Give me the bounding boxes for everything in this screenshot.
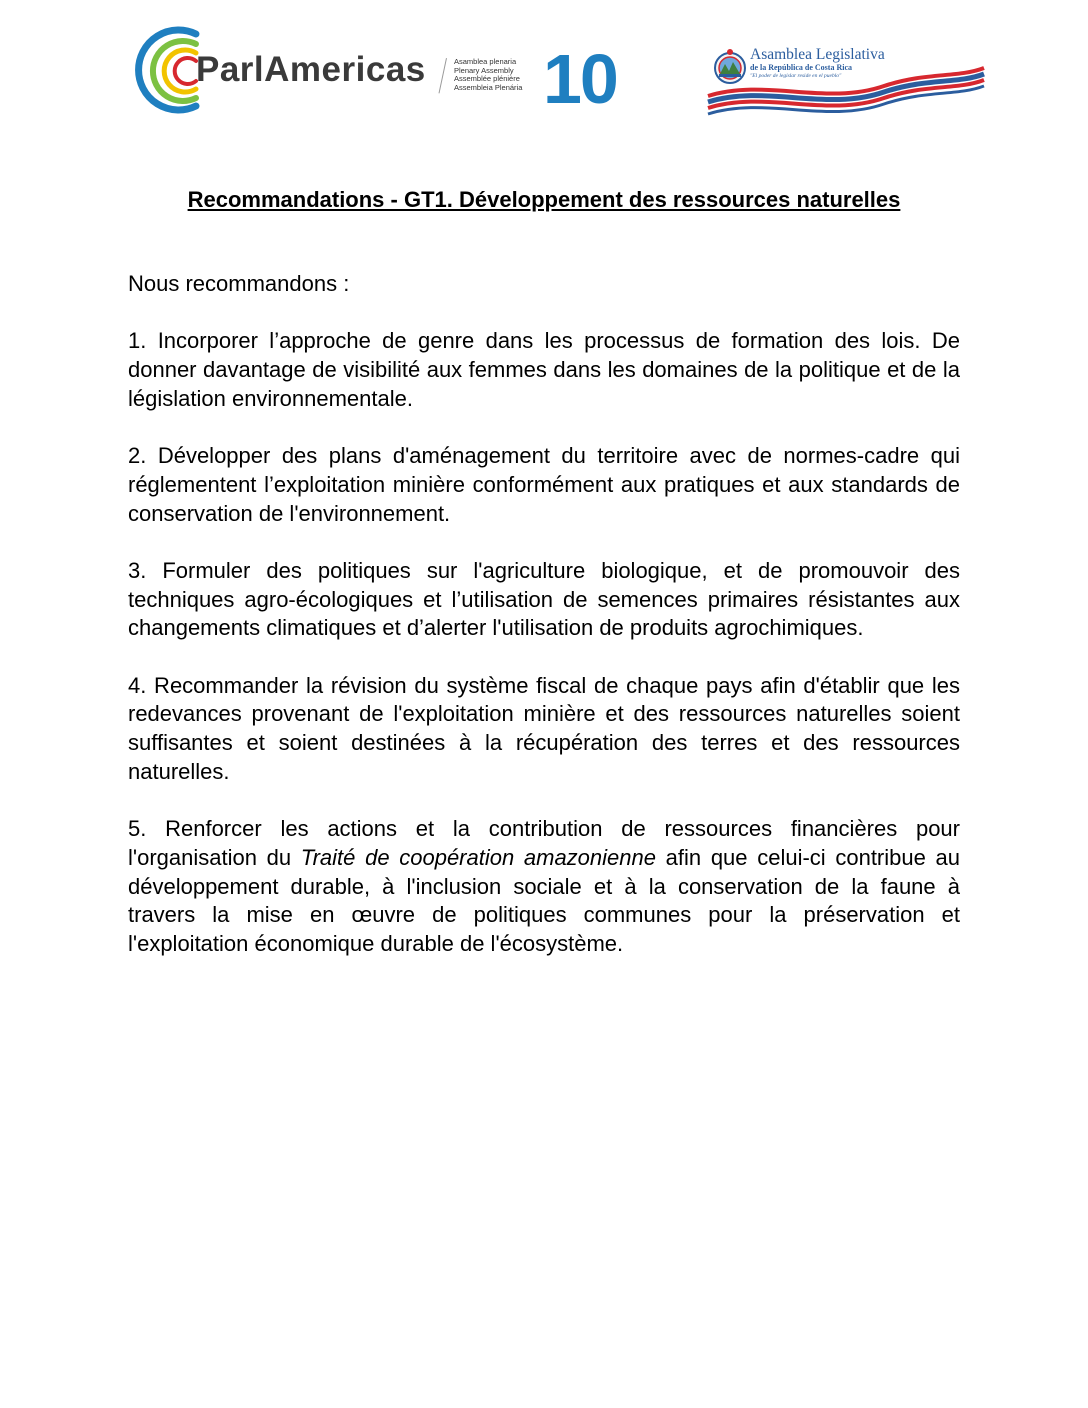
- costa-rica-seal-icon: [715, 49, 745, 83]
- plenary-line: Assembleia Plenária: [454, 82, 523, 92]
- asamblea-title: Asamblea Legislativa: [750, 46, 885, 63]
- intro-text: Nous recommandons :: [128, 271, 350, 296]
- recommendation-item: 2. Développer des plans d'aménagement du territoire avec de normes-cadre qui réglementent l’exploitation minière conformément aux pratiques et aux standards de conservation de l'environnement.: [128, 443, 960, 526]
- recommendation-item: 3. Formuler des politiques sur l'agriculture biologique, et de promouvoir des techniques agro-écologiques et l’utilisation de semences primaires résistantes aux changements climatiques et d’alerter l'utilisation de produits agrochimiques.: [128, 557, 960, 641]
- page-header: [0, 0, 1088, 130]
- asamblea-subtitle: de la República de Costa Rica: [750, 63, 852, 72]
- plenary-line: Asamblea plenaria: [454, 57, 517, 66]
- asamblea-motto: "El poder de legislar reside en el pueblo": [750, 73, 842, 79]
- plenary-assembly-label: [446, 58, 536, 98]
- document-title: Recommandations - GT1. Développement des ressources naturelles: [187, 187, 901, 212]
- recommendation-text: afin que celui-ci contribue au développement durable, à l'inclusion sociale et à la conservation de la faune à travers la mise en œuvre de politiques communes pour la préservation et l'exploitation économique durable de l'écosystème.: [128, 844, 961, 957]
- parlamericas-wordmark: ParlAmericas: [196, 50, 426, 89]
- recommendation-item: [128, 815, 960, 959]
- plenary-lines: [454, 58, 522, 92]
- plenary-line: Assemblée plénière: [454, 74, 520, 84]
- recommendation-item: 4. Recommander la révision du système fiscal de chaque pays afin d'établir que les redevances provenant de l'exploitation minière et des ressources naturelles soient suffisantes et soient destinées à la récupération des terres et des ressources naturelles.: [128, 672, 960, 784]
- plenary-line: Plenary Assembly: [454, 65, 514, 75]
- treaty-name: Traité de coopération amazonienne: [300, 844, 656, 870]
- document-body: [128, 270, 960, 987]
- plenary-divider: [439, 58, 447, 93]
- recommendation-text: 5. Renforcer les actions et la contribution de ressources financières pour l'organisation du: [128, 816, 960, 870]
- recommendation-item: 1. Incorporer l’approche de genre dans les processus de formation des lois. De donner davantage de visibilité aux femmes dans les domaines de la politique et de la législation environnementale.: [128, 328, 960, 411]
- plenary-number: 10: [543, 40, 617, 118]
